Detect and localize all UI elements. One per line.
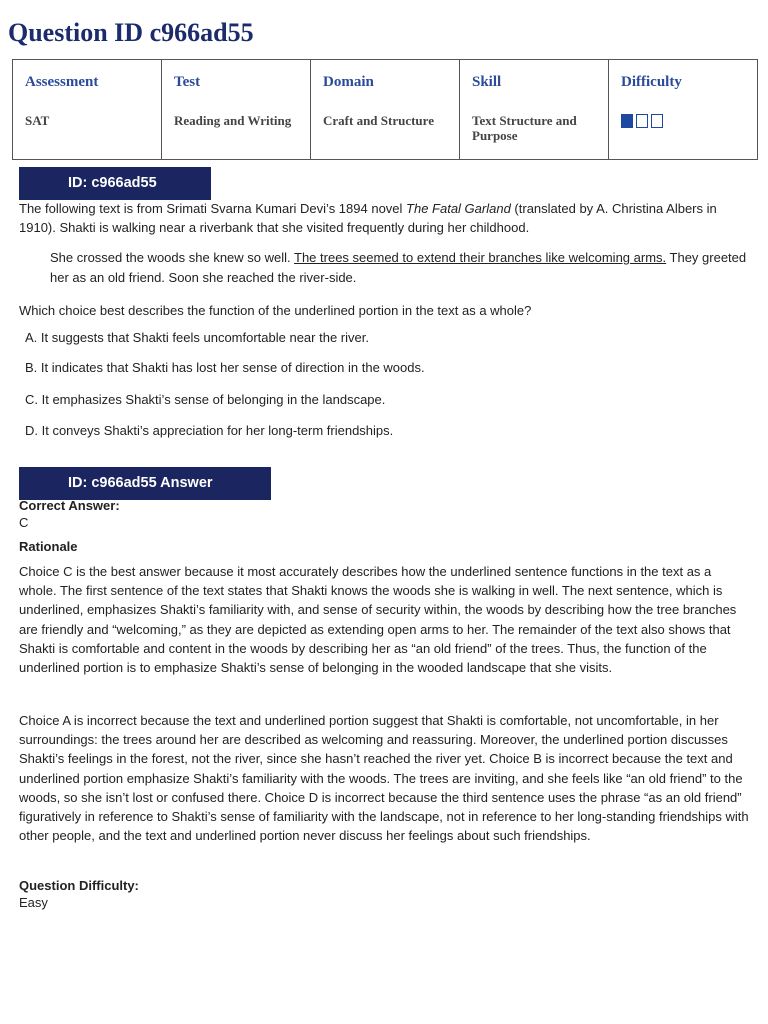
skill-header: Skill [472, 74, 502, 90]
domain-cell [311, 60, 460, 160]
page-title: Question ID c966ad55 [8, 18, 254, 47]
difficulty-square [651, 114, 663, 128]
rationale-paragraph: Choice A is incorrect because the text and underlined portion suggest that Shakti is comfortable, not uncomfortable, in her surroundings: the trees around her are described as welcoming and reassuring. Moreover, the underlined portion discusses Shakti’s feelings in the forest, not the river, since she hasn’t reached the river yet. Choice B is incorrect because the text and underlined portion emphasize Shakti’s familiarity with the woods. The trees are inviting, and she feels like “an old friend” to the woods, so she isn’t lost or confused there. Choice D is incorrect because the third sentence uses the phrase “as an old friend” figuratively in reference to Shakti’s sense of familiarity with the landscape, not in reference to her long-standing friendships with other people, and the text and underlined portion never discuss her feelings about such friendships. [19, 713, 749, 844]
rationale-paragraph: Choice C is the best answer because it most accurately describes how the underlined sentence functions in the text as a whole. The first sentence of the text states that Shakti knows the woods she is walking in well. The next sentence, which is underlined, emphasizes Shakti’s familiarity with, and sense of security within, the woods by describing how the tree branches are friendly and “welcoming,” as they are depicted as extending open arms to her. The remainder of the text also shows that Shakti is comfortable and content in the woods by describing her as “an old friend” of the trees. Thus, the function of the underlined portion is to emphasize Shakti’s sense of belonging in the wooded landscape that she visits. [19, 564, 737, 676]
question-prompt: Which choice best describes the function of the underlined portion in the text as a whole? [19, 303, 532, 318]
choice-c: C. It emphasizes Shakti’s sense of belonging in the landscape. [25, 392, 386, 407]
assessment-value: SAT [25, 113, 50, 128]
test-value: Reading and Writing [174, 113, 292, 128]
correct-answer-value: C [19, 515, 29, 530]
domain-value: Craft and Structure [323, 113, 434, 128]
difficulty-indicator [621, 114, 745, 128]
novel-title: The Fatal Garland [406, 201, 511, 216]
intro-text: The following text is from Srimati Svarna Kumari Devi’s 1894 novel [19, 201, 407, 216]
assessment-cell [13, 60, 162, 160]
choice-b: B. It indicates that Shakti has lost her sense of direction in the woods. [25, 360, 425, 375]
skill-value: Text Structure and Purpose [472, 113, 577, 143]
test-header: Test [174, 74, 201, 90]
skill-cell [460, 60, 609, 160]
correct-answer-label: Correct Answer: [19, 498, 120, 513]
underlined-portion: The trees seemed to extend their branches like welcoming arms. [294, 250, 667, 265]
choice-a: A. It suggests that Shakti feels uncomfortable near the river. [25, 330, 369, 345]
passage-text [50, 248, 750, 287]
difficulty-square [621, 114, 633, 128]
intro-text-end: (translated by A. Christina Albers in 1910). Shakti is walking near a riverbank that she visited frequently during her childhood. [19, 201, 717, 236]
difficulty-cell [609, 60, 758, 160]
assessment-header: Assessment [25, 74, 99, 90]
passage-end: They greeted her as an old friend. Soon she reached the river-side. [50, 250, 747, 285]
question-id-bar: ID: c966ad55 [19, 167, 211, 200]
question-metadata-table [12, 59, 758, 160]
answer-id-bar: ID: c966ad55 Answer [19, 467, 271, 500]
test-cell [162, 60, 311, 160]
difficulty-square [636, 114, 648, 128]
passage-intro [19, 199, 751, 237]
question-difficulty-label: Question Difficulty: [19, 878, 139, 893]
choice-d: D. It conveys Shakti’s appreciation for her long-term friendships. [25, 423, 394, 438]
question-difficulty-value: Easy [19, 895, 48, 910]
difficulty-header: Difficulty [621, 74, 682, 90]
rationale-heading: Rationale [19, 539, 78, 554]
domain-header: Domain [323, 74, 374, 90]
passage-start: She crossed the woods she knew so well. [50, 250, 295, 265]
